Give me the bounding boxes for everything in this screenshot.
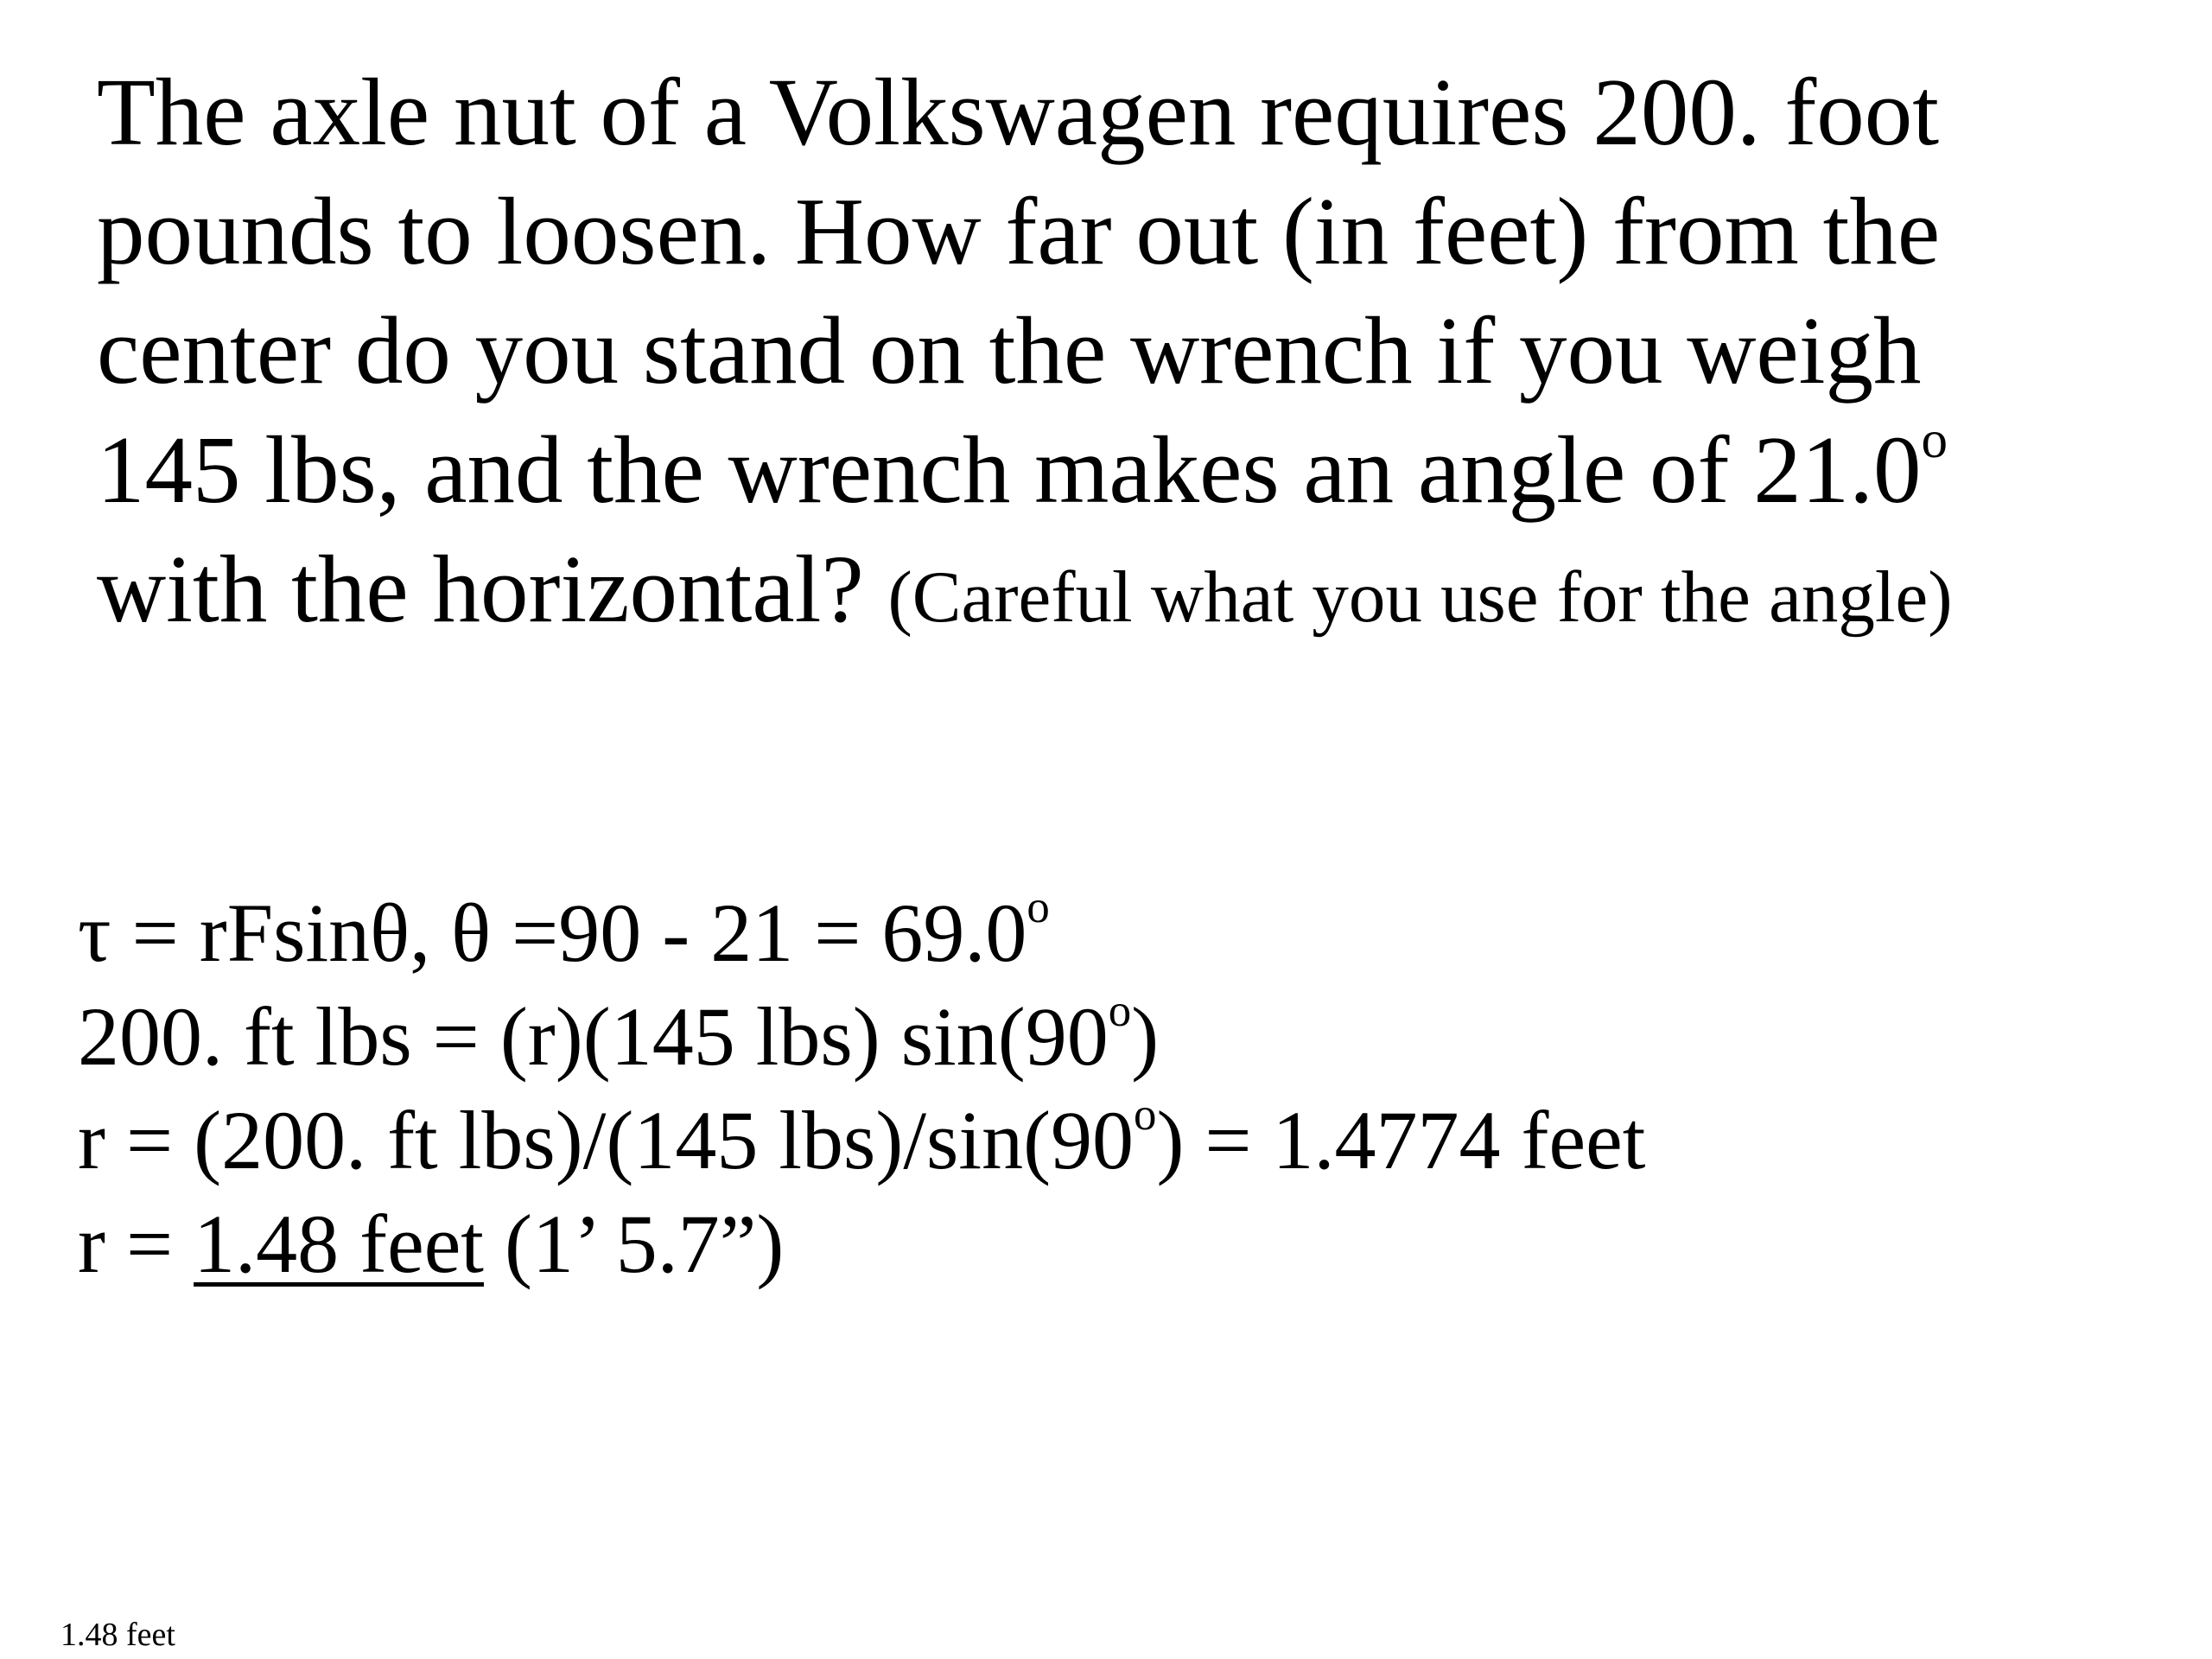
- question-line-5: [97, 531, 2171, 657]
- question-line-2: pounds to loosen. How far out (in feet) from the: [97, 179, 1941, 285]
- question-line-5-text: with the horizontal?: [97, 537, 888, 643]
- question-line-3: center do you stand on the wrench if you weigh: [97, 298, 1922, 404]
- question-text: [97, 54, 2171, 657]
- degree-symbol: o: [1027, 882, 1050, 933]
- solution-text: [78, 881, 2152, 1296]
- solution-line-3-post: ) = 1.4774 feet: [1156, 1094, 1646, 1186]
- question-line-4: [97, 411, 2171, 531]
- solution-line-1: [78, 881, 2152, 985]
- solution-line-2-post: ): [1131, 990, 1160, 1083]
- question-line-4-text: 145 lbs, and the wrench makes an angle of 21.0: [97, 417, 1922, 524]
- question-line-1: The axle nut of a Volkswagen requires 200. foot: [97, 60, 1940, 166]
- solution-line-4: [78, 1192, 2152, 1296]
- solution-line-2: [78, 985, 2152, 1089]
- careful-note: (Careful what you use for the angle): [887, 556, 1953, 638]
- solution-line-2-pre: 200. ft lbs = (r)(145 lbs) sin(90: [78, 990, 1109, 1083]
- solution-line-4-pre: r =: [78, 1198, 194, 1290]
- solution-line-3: [78, 1089, 2152, 1192]
- solution-line-3-pre: r = (200. ft lbs)/(145 lbs)/sin(90: [78, 1094, 1135, 1186]
- solution-line-4-post: (1’ 5.7”): [483, 1198, 785, 1290]
- degree-symbol: o: [1108, 986, 1132, 1037]
- degree-symbol: o: [1134, 1090, 1157, 1141]
- solution-line-1-text: τ = rFsinθ, θ =90 - 21 = 69.0: [78, 887, 1027, 979]
- degree-symbol: o: [1921, 411, 1948, 470]
- answer-note: 1.48 feet: [60, 1617, 175, 1653]
- final-answer: 1.48 feet: [194, 1198, 484, 1290]
